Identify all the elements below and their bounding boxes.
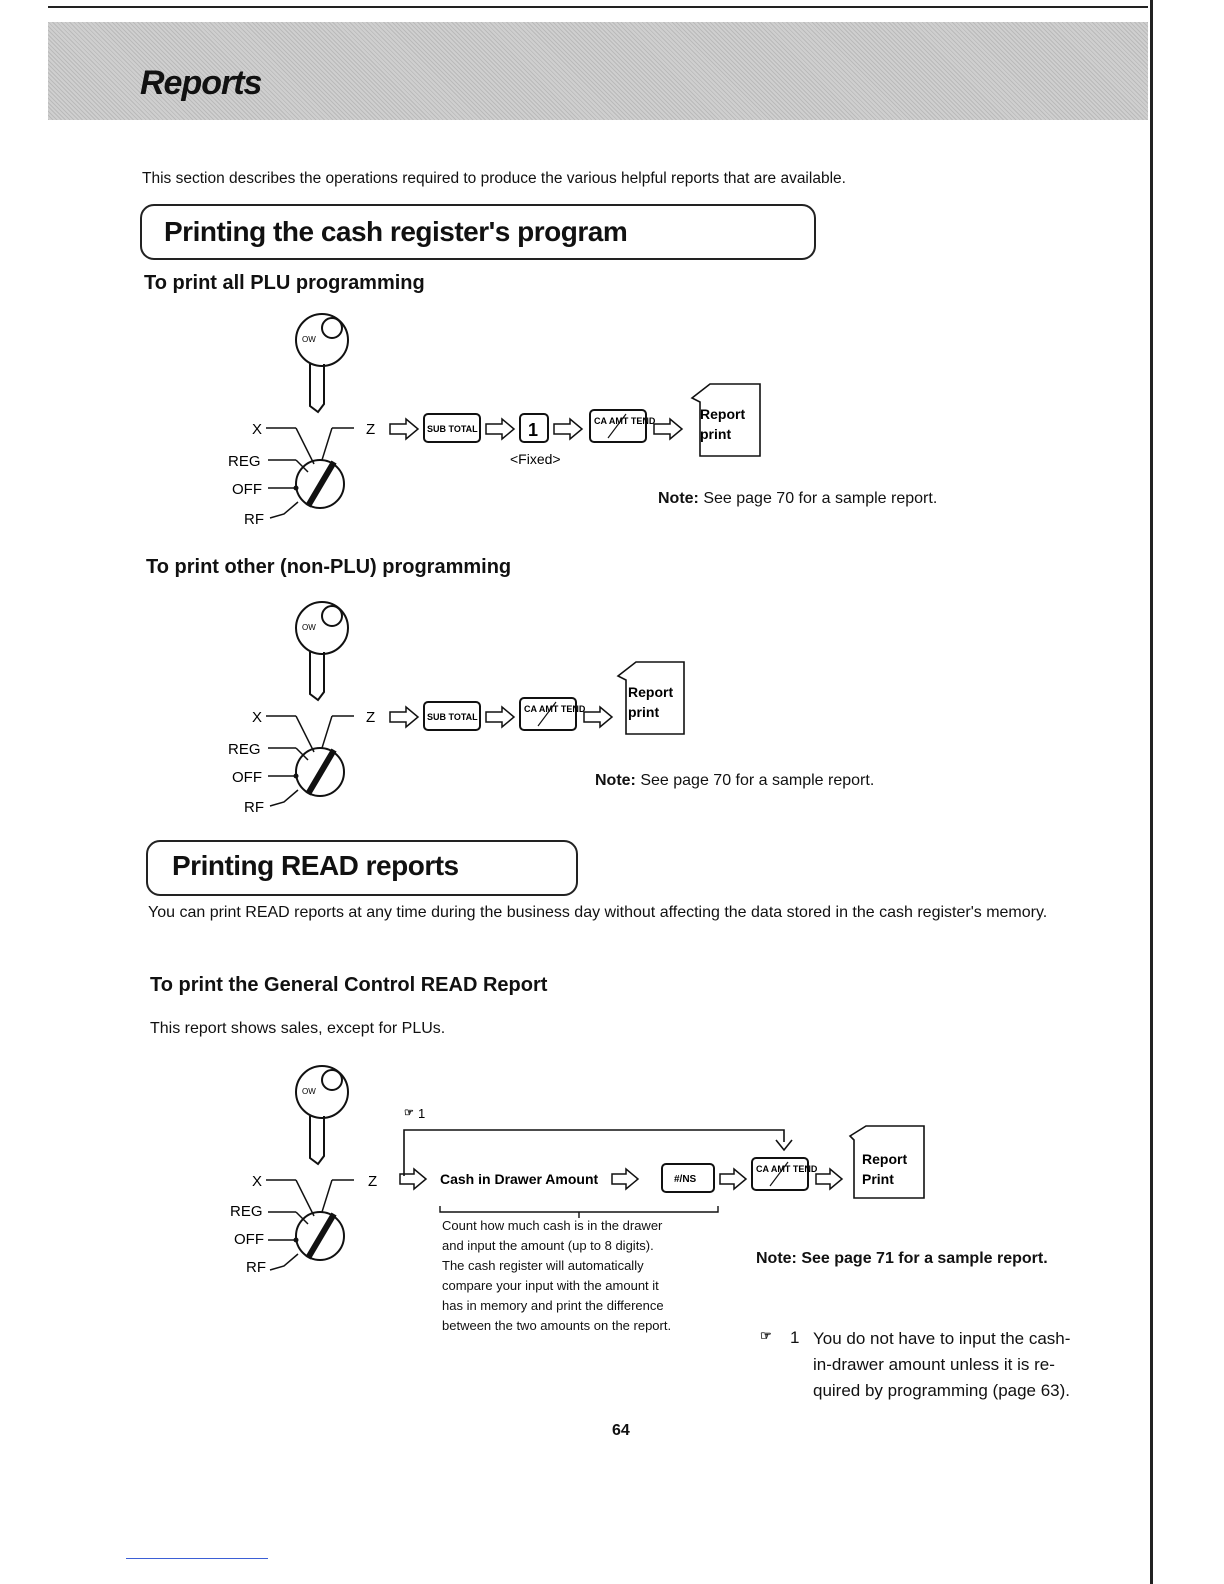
note-text: See page 70 for a sample report. (640, 772, 875, 789)
pos-off: OFF (232, 481, 262, 498)
pos-x: X (252, 709, 263, 726)
page-title: Reports (140, 64, 262, 102)
explanation-line: between the two amounts on the report. (442, 1318, 672, 1333)
arrow-icon (612, 1169, 638, 1189)
footnote-line: You do not have to input the cash- (813, 1329, 1071, 1348)
mode-switch-icon (266, 428, 354, 518)
footnote-icon: ☞ (760, 1328, 772, 1343)
fixed-label: <Fixed> (510, 451, 561, 467)
footnote-number: 1 (790, 1328, 800, 1347)
ca-amt-tend-key-label: CA AMT TEND (594, 416, 656, 426)
pos-rf: RF (246, 1259, 266, 1276)
section-title-program: Printing the cash register's program (164, 216, 628, 247)
ca-amt-tend-key-label: CA AMT TEND (524, 704, 586, 714)
amount-bracket (440, 1206, 718, 1212)
pos-rf: RF (244, 511, 264, 528)
report-label: Report (700, 406, 746, 422)
note-label: Note: (595, 772, 636, 789)
arrow-icon (390, 707, 418, 727)
heading-non-plu: To print other (non-PLU) programming (146, 556, 512, 578)
explanation-line: has in memory and print the difference (442, 1298, 664, 1313)
footnote-line: quired by programming (page 63). (813, 1381, 1071, 1400)
ca-amt-tend-key (590, 410, 646, 442)
ns-key-label: #/NS (674, 1174, 697, 1185)
note-text: See page 71 for a sample report. (801, 1250, 1048, 1267)
note-label: Note: (756, 1250, 797, 1267)
pos-x: X (252, 1173, 263, 1190)
mode-switch-icon (266, 716, 354, 806)
print-label: print (628, 704, 660, 720)
pos-reg: REG (228, 453, 261, 470)
cash-in-drawer-label: Cash in Drawer Amount (440, 1171, 599, 1187)
mode-switch-icon (266, 1180, 354, 1270)
pos-rf: RF (244, 799, 264, 816)
pos-off: OFF (232, 769, 262, 786)
explanation-line: The cash register will automatically (442, 1258, 644, 1273)
report-label: Report (628, 684, 674, 700)
top-rule (48, 6, 1148, 8)
key-label: OW (302, 335, 316, 344)
arrow-icon (554, 419, 582, 439)
cash-explanation (442, 1216, 762, 1336)
pos-off: OFF (234, 1231, 264, 1248)
note-text: See page 70 for a sample report. (703, 490, 938, 507)
ca-amt-tend-key-label: CA AMT TEND (756, 1164, 818, 1174)
pos-z: Z (366, 421, 376, 438)
heading-plu: To print all PLU programming (144, 272, 425, 294)
arrow-icon (486, 419, 514, 439)
note-plu (658, 490, 937, 508)
page-number: 64 (612, 1422, 630, 1439)
footnote-line: in-drawer amount unless it is re- (813, 1355, 1055, 1374)
arrow-icon (720, 1169, 746, 1189)
heading-general-control: To print the General Control READ Report (150, 974, 548, 996)
pos-reg: REG (228, 741, 261, 758)
pos-x: X (252, 421, 263, 438)
subtotal-key-label: SUB TOTAL (427, 712, 478, 722)
key-label: OW (302, 623, 316, 632)
ca-amt-tend-key (752, 1158, 808, 1190)
section-title-read: Printing READ reports (172, 850, 459, 881)
arrow-icon (584, 707, 612, 727)
page-edge (1150, 0, 1153, 1584)
note-label: Note: (658, 490, 699, 507)
read-intro: You can print READ reports at any time during the business day without affecting the data stored in the cash register's memory. (148, 904, 1048, 921)
footnote-text (813, 1326, 1070, 1404)
print-label: Print (862, 1171, 894, 1187)
skip-line (404, 1130, 784, 1176)
intro-text: This section describes the operations required to produce the various helpful reports that are available. (142, 170, 846, 187)
arrow-icon (816, 1169, 842, 1189)
key-label: OW (302, 1087, 316, 1096)
general-control-text: This report shows sales, except for PLUs. (150, 1020, 446, 1037)
key-icon (296, 314, 348, 412)
note-non-plu (595, 772, 874, 790)
arrow-icon (390, 419, 418, 439)
digit-key-label: 1 (528, 420, 539, 440)
arrow-icon (654, 419, 682, 439)
key-icon (296, 602, 348, 700)
explanation-line: and input the amount (up to 8 digits). (442, 1238, 654, 1253)
key-icon (296, 1066, 348, 1164)
pos-z: Z (368, 1173, 378, 1190)
ref-mark: 1 (418, 1106, 426, 1121)
ca-amt-tend-key (520, 698, 576, 730)
svg-text:☞: ☞ (404, 1107, 414, 1119)
pos-z: Z (366, 709, 376, 726)
explanation-line: compare your input with the amount it (442, 1278, 659, 1293)
subtotal-key-label: SUB TOTAL (427, 424, 478, 434)
pos-reg: REG (230, 1203, 263, 1220)
explanation-line: Count how much cash is in the drawer (442, 1218, 663, 1233)
arrow-icon (486, 707, 514, 727)
bottom-rule (126, 1558, 268, 1559)
print-label: print (700, 426, 732, 442)
report-label: Report (862, 1151, 908, 1167)
note-read (756, 1250, 1048, 1268)
